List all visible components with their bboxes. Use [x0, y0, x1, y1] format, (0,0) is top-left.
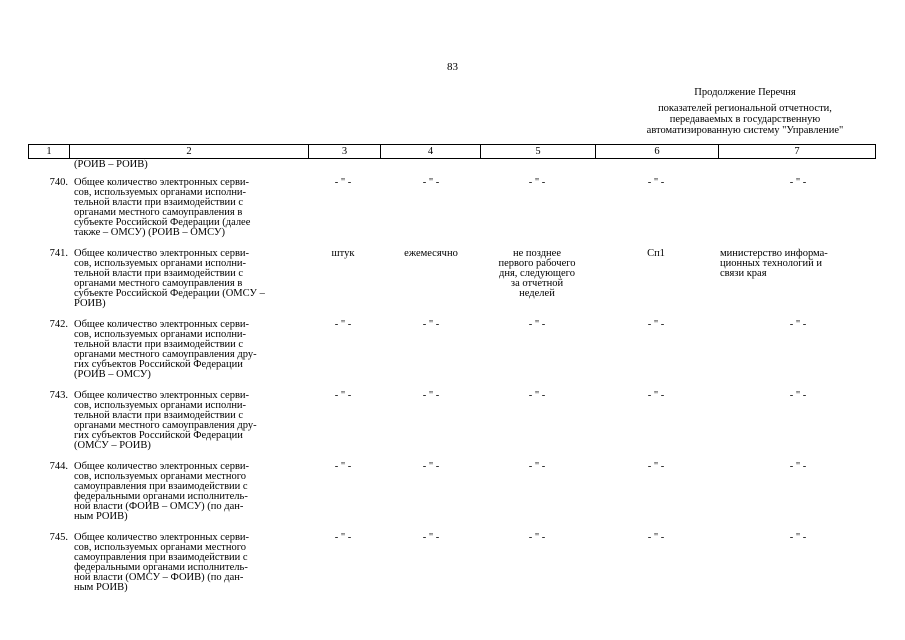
description-line: Общее количество электронных серви- [74, 532, 250, 543]
ditto-mark: - " - [528, 177, 546, 188]
period-cell: ежемесячно [404, 248, 458, 259]
description-line: федеральными органами исполнитель- [74, 491, 248, 502]
ditto-mark: - " - [334, 177, 352, 188]
ditto-mark: - " - [647, 461, 665, 472]
ditto-mark: - " - [647, 390, 665, 401]
description-line: РОИВ) [74, 298, 106, 309]
description-line: тельной власти при взаимодействии с [74, 339, 244, 350]
deadline-line: первого рабочего [498, 258, 576, 269]
description-line: гих субъектов Российской Федерации [74, 430, 243, 441]
ditto-mark: - " - [528, 390, 546, 401]
ditto-mark: - " - [334, 532, 352, 543]
description-line: Общее количество электронных серви- [74, 319, 250, 330]
ditto-mark: - " - [422, 532, 440, 543]
description-line: сов, используемых органами исполни- [74, 329, 247, 340]
ditto-mark: - " - [528, 319, 546, 330]
description-line: субъекте Российской Федерации (ОМСУ – [74, 288, 265, 299]
description-line: ным РОИВ) [74, 511, 128, 522]
unit-cell: штук [331, 248, 355, 259]
description-line: органами местного самоуправления дру- [74, 349, 257, 360]
description-line: (РОИВ – ОМСУ) [74, 369, 151, 380]
row-description [74, 320, 305, 380]
responsible-cell [720, 249, 876, 279]
continuation-line: передаваемых в государственную [669, 114, 821, 125]
description-line: федеральными органами исполнитель- [74, 562, 248, 573]
description-line: сов, используемых органами местного [74, 471, 247, 482]
page-number: 83 [447, 61, 458, 73]
row-description [74, 533, 305, 593]
ditto-mark: - " - [789, 532, 807, 543]
description-line: субъекте Российской Федерации (далее [74, 217, 251, 228]
description-line: органами местного самоуправления в [74, 207, 243, 218]
code-cell: Сп1 [647, 248, 665, 259]
row-description [74, 391, 305, 451]
row-description [74, 249, 305, 309]
header-col-3: 3 [309, 145, 381, 158]
description-line: ным РОИВ) [74, 582, 128, 593]
description-line: органами местного самоуправления дру- [74, 420, 257, 431]
responsible-line: связи края [720, 268, 767, 279]
description-line: гих субъектов Российской Федерации [74, 359, 243, 370]
ditto-mark: - " - [422, 390, 440, 401]
description-line: тельной власти при взаимодействии с [74, 268, 244, 279]
row-number: 740. [49, 177, 68, 188]
table-header [28, 144, 876, 159]
continuation-title: Продолжение Перечня [694, 87, 796, 98]
deadline-line: не позднее [512, 248, 561, 259]
ditto-mark: - " - [334, 390, 352, 401]
ditto-mark: - " - [789, 390, 807, 401]
row-number: 741. [49, 248, 68, 259]
responsible-line: ционных технологий и [720, 258, 823, 269]
continuation-line: автоматизированную систему "Управление" [646, 125, 844, 136]
row-number: 742. [49, 319, 68, 330]
header-col-2: 2 [70, 145, 309, 158]
ditto-mark: - " - [647, 319, 665, 330]
ditto-mark: - " - [334, 319, 352, 330]
description-line: самоуправления при взаимодействии с [74, 481, 248, 492]
description-line: тельной власти при взаимодействии с [74, 197, 244, 208]
description-line: Общее количество электронных серви- [74, 461, 250, 472]
description-line: Общее количество электронных серви- [74, 390, 250, 401]
row-description [74, 178, 305, 238]
ditto-mark: - " - [647, 177, 665, 188]
description-line: тельной власти при взаимодействии с [74, 410, 244, 421]
continuation-subtitle [605, 103, 885, 136]
ditto-mark: - " - [528, 532, 546, 543]
description-line: самоуправления при взаимодействии с [74, 552, 248, 563]
deadline-line: неделей [519, 288, 555, 299]
description-line: сов, используемых органами исполни- [74, 187, 247, 198]
ditto-mark: - " - [334, 461, 352, 472]
carryover-text: (РОИВ – РОИВ) [74, 159, 148, 170]
ditto-mark: - " - [789, 319, 807, 330]
ditto-mark: - " - [422, 319, 440, 330]
ditto-mark: - " - [528, 461, 546, 472]
description-line: органами местного самоуправления в [74, 278, 243, 289]
deadline-cell [482, 249, 592, 299]
row-number: 744. [49, 461, 68, 472]
header-col-1: 1 [29, 145, 70, 158]
continuation-line: показателей региональной отчетности, [658, 103, 832, 114]
ditto-mark: - " - [422, 177, 440, 188]
deadline-line: за отчетной [510, 278, 564, 289]
description-line: ной власти (ОМСУ – ФОИВ) (по дан- [74, 572, 244, 583]
row-number: 745. [49, 532, 68, 543]
header-col-5: 5 [481, 145, 596, 158]
responsible-line: министерство информа- [720, 248, 828, 259]
description-line: сов, используемых органами исполни- [74, 400, 247, 411]
row-number: 743. [49, 390, 68, 401]
description-line: также – ОМСУ) (РОИВ – ОМСУ) [74, 227, 225, 238]
ditto-mark: - " - [647, 532, 665, 543]
ditto-mark: - " - [422, 461, 440, 472]
header-col-6: 6 [596, 145, 719, 158]
ditto-mark: - " - [789, 461, 807, 472]
description-line: сов, используемых органами исполни- [74, 258, 247, 269]
description-line: (ОМСУ – РОИВ) [74, 440, 151, 451]
description-line: Общее количество электронных серви- [74, 248, 250, 259]
description-line: сов, используемых органами местного [74, 542, 247, 553]
header-col-7: 7 [794, 146, 800, 157]
deadline-line: дня, следующего [499, 268, 575, 279]
row-description [74, 462, 305, 522]
description-line: ной власти (ФОИВ – ОМСУ) (по дан- [74, 501, 244, 512]
ditto-mark: - " - [789, 177, 807, 188]
header-col-4: 4 [381, 145, 481, 158]
description-line: Общее количество электронных серви- [74, 177, 250, 188]
